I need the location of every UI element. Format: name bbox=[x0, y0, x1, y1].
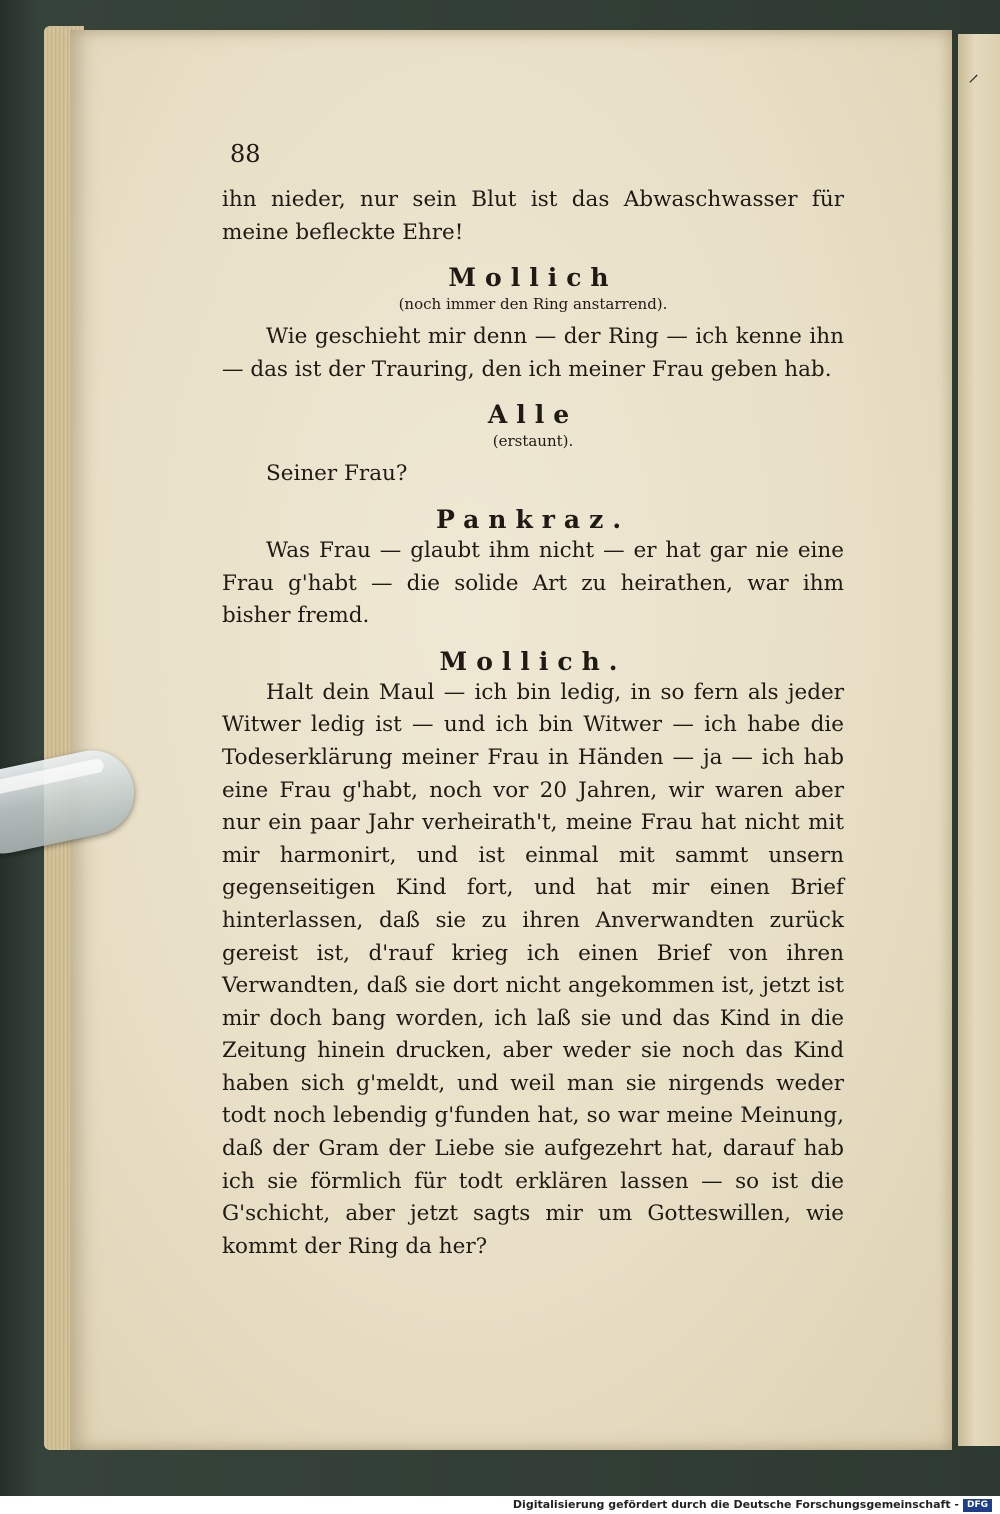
paragraph: Wie geschieht mir denn — der Ring — ich kenne ihn — das ist der Trauring, den ich meiner Frau geben hab. bbox=[222, 324, 844, 382]
next-page-mark: ⸝ bbox=[968, 62, 980, 87]
stage-direction: (erstaunt). bbox=[492, 432, 574, 451]
paragraph: Seiner Frau? bbox=[266, 461, 408, 487]
page-number: 88 bbox=[230, 140, 261, 168]
speaker-name: Alle bbox=[487, 400, 579, 430]
dfg-logo: DFG bbox=[963, 1499, 992, 1512]
next-page-edge bbox=[958, 34, 1000, 1446]
speaker-name: Pankraz. bbox=[435, 504, 631, 534]
speaker-name: Mollich. bbox=[439, 646, 627, 676]
speaker-name: Mollich bbox=[448, 263, 618, 293]
page-text bbox=[222, 140, 844, 1263]
footer-credit bbox=[0, 1496, 1000, 1514]
paragraph: Was Frau — glaubt ihm nicht — er hat gar nie eine Frau g'habt — die solide Art zu heirathen, war ihm bisher fremd. bbox=[222, 537, 844, 629]
stage-direction: (noch immer den Ring anstarrend). bbox=[398, 295, 668, 314]
paragraph: Halt dein Maul — ich bin ledig, in so fern als jeder Witwer ledig ist — und ich bin Witwer — ich habe die Todeserklärung meiner Frau in Händen — ja — ich hab eine Frau g'habt, noch vor 20 Jahren, wir waren aber nur ein paar Jahr verheirath't, meine Frau hat nicht mit mir harmonirt, und ist einmal mit sammt unsern gegenseitigen Kind fort, und hat mir einen Brief hinterlassen, daß sie zu ihren Anverwandten zurück gereist ist, d'rauf krieg ich einen Brief von ihren Verwandten, daß sie dort nicht angekommen ist, jetzt ist mir doch bang worden, ich laß sie und das Kind in die Zeitung hinein drucken, aber weder sie noch das Kind haben sich g'meldt, und weil man sie nirgends weder todt noch lebendig g'funden hat, so war meine Meinung, daß der Gram der Liebe sie aufgezehrt hat, darauf hab ich sie förmlich für todt erklären lassen — so ist die G'schicht, aber jetzt sagts mir um Gotteswillen, wie kommt der Ring da her? bbox=[222, 679, 844, 1259]
footer-text: Digitalisierung gefördert durch die Deutsche Forschungsgemeinschaft - bbox=[512, 1498, 959, 1511]
paragraph: ihn nieder, nur sein Blut ist das Abwaschwasser für meine befleckte Ehre! bbox=[222, 187, 844, 245]
